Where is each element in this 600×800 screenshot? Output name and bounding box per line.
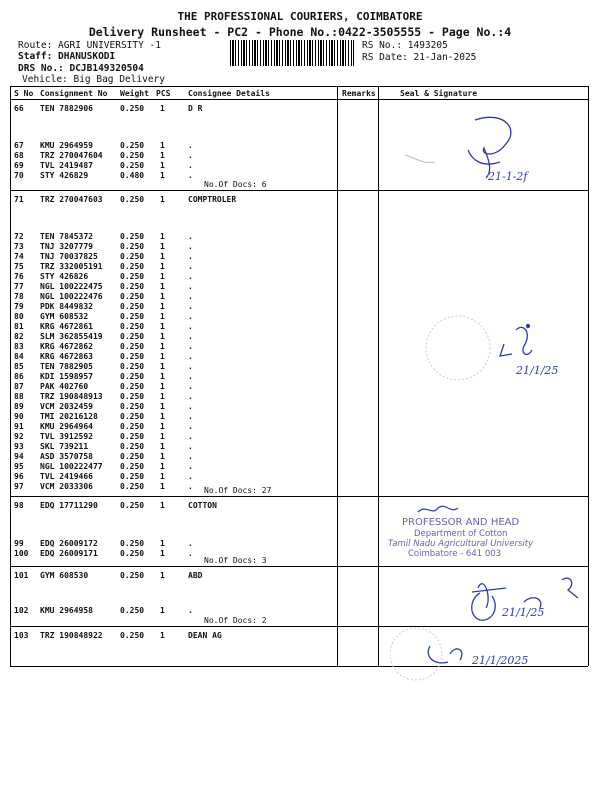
group-separator xyxy=(10,496,588,497)
stamp-line-1: PROFESSOR AND HEAD xyxy=(402,517,520,528)
cell-sno: 96 xyxy=(14,472,24,481)
cell-pcs: 1 xyxy=(160,195,165,204)
cell-pcs: 1 xyxy=(160,302,165,311)
cell-weight: 0.250 xyxy=(120,232,145,241)
cell-consignment: TVL 3912592 xyxy=(40,432,93,441)
cell-consignee: . xyxy=(188,292,193,301)
cell-weight: 0.250 xyxy=(120,442,145,451)
rs-number: RS No.: 1493205 xyxy=(362,40,448,51)
cell-sno: 82 xyxy=(14,332,24,341)
cell-weight: 0.250 xyxy=(120,539,145,548)
cell-weight: 0.480 xyxy=(120,171,145,180)
doc-count-4: No.Of Docs: 2 xyxy=(204,616,267,625)
cell-consignment: TNJ 70037825 xyxy=(40,252,98,261)
cell-consignment: PAK 402760 xyxy=(40,382,89,391)
col-sno: S No xyxy=(14,89,34,98)
signature-date-2: 21/1/25 xyxy=(516,364,559,377)
route-label: Route: AGRI UNIVERSITY -1 xyxy=(18,40,161,51)
cell-consignee: DEAN AG xyxy=(188,631,222,640)
cell-consignment: TNJ 3207779 xyxy=(40,242,93,251)
cell-weight: 0.250 xyxy=(120,161,145,170)
table-row xyxy=(0,392,600,402)
seal-stamp xyxy=(378,498,578,568)
cell-consignment: PDK 8449832 xyxy=(40,302,93,311)
cell-pcs: 1 xyxy=(160,462,165,471)
col-weight: Weight xyxy=(120,89,149,98)
cell-weight: 0.250 xyxy=(120,312,145,321)
cell-sno: 66 xyxy=(14,104,24,113)
cell-consignee: . xyxy=(188,262,193,271)
cell-consignee: . xyxy=(188,141,193,150)
cell-consignment: TRZ 270047604 xyxy=(40,151,103,160)
cell-consignment: TRZ 190848913 xyxy=(40,392,103,401)
cell-consignee: . xyxy=(188,161,193,170)
cell-consignment: GYM 608532 xyxy=(40,312,89,321)
cell-sno: 69 xyxy=(14,161,24,170)
cell-weight: 0.250 xyxy=(120,422,145,431)
cell-consignment: TEN 7882905 xyxy=(40,362,93,371)
col-remarks: Remarks xyxy=(342,89,376,98)
cell-pcs: 1 xyxy=(160,539,165,548)
table-row xyxy=(0,432,600,442)
cell-consignment: STY 426826 xyxy=(40,272,89,281)
col-consignment: Consignment No xyxy=(40,89,108,98)
cell-sno: 67 xyxy=(14,141,24,150)
signature-group-2 xyxy=(420,310,570,390)
cell-weight: 0.250 xyxy=(120,322,145,331)
cell-consignment: VCM 2032459 xyxy=(40,402,93,411)
cell-weight: 0.250 xyxy=(120,462,145,471)
table-top-border xyxy=(10,86,588,87)
cell-pcs: 1 xyxy=(160,312,165,321)
cell-pcs: 1 xyxy=(160,232,165,241)
cell-consignment: TEN 7882906 xyxy=(40,104,93,113)
cell-sno: 88 xyxy=(14,392,24,401)
col-signature: Seal & Signature xyxy=(400,89,478,98)
cell-pcs: 1 xyxy=(160,352,165,361)
cell-consignee: D R xyxy=(188,104,203,113)
cell-pcs: 1 xyxy=(160,392,165,401)
cell-consignment: EDQ 26009171 xyxy=(40,549,98,558)
cell-weight: 0.250 xyxy=(120,432,145,441)
cell-pcs: 1 xyxy=(160,151,165,160)
cell-pcs: 1 xyxy=(160,292,165,301)
doc-count-3: No.Of Docs: 3 xyxy=(204,556,267,565)
table-row xyxy=(0,422,600,432)
cell-consignee: . xyxy=(188,362,193,371)
cell-pcs: 1 xyxy=(160,472,165,481)
cell-consignee: . xyxy=(188,302,193,311)
cell-weight: 0.250 xyxy=(120,372,145,381)
cell-pcs: 1 xyxy=(160,362,165,371)
cell-consignment: KDI 1598957 xyxy=(40,372,93,381)
cell-pcs: 1 xyxy=(160,432,165,441)
cell-consignee: . xyxy=(188,232,193,241)
cell-sno: 75 xyxy=(14,262,24,271)
cell-sno: 85 xyxy=(14,362,24,371)
signature-date-4: 21/1/25 xyxy=(502,606,545,619)
cell-consignee: ABD xyxy=(188,571,203,580)
cell-weight: 0.250 xyxy=(120,452,145,461)
cell-consignee: . xyxy=(188,472,193,481)
cell-sno: 87 xyxy=(14,382,24,391)
col-consignee: Consignee Details xyxy=(188,89,270,98)
cell-pcs: 1 xyxy=(160,342,165,351)
table-row xyxy=(0,442,600,452)
cell-consignment: NGL 100222475 xyxy=(40,282,103,291)
cell-sno: 68 xyxy=(14,151,24,160)
cell-consignee: . xyxy=(188,171,193,180)
cell-weight: 0.250 xyxy=(120,571,145,580)
cell-pcs: 1 xyxy=(160,104,165,113)
cell-weight: 0.250 xyxy=(120,262,145,271)
cell-consignee: . xyxy=(188,372,193,381)
runsheet-title: Delivery Runsheet - PC2 - Phone No.:0422-3505555 - Page No.:4 xyxy=(88,25,512,39)
signature-date-5: 21/1/2025 xyxy=(472,654,529,667)
cell-weight: 0.250 xyxy=(120,362,145,371)
cell-sno: 89 xyxy=(14,402,24,411)
cell-pcs: 1 xyxy=(160,262,165,271)
table-row xyxy=(0,195,600,205)
cell-consignment: KMU 2964964 xyxy=(40,422,93,431)
table-row xyxy=(0,412,600,422)
cell-consignment: TMI 20216128 xyxy=(40,412,98,421)
cell-consignment: SLM 362855419 xyxy=(40,332,103,341)
cell-weight: 0.250 xyxy=(120,282,145,291)
cell-weight: 0.250 xyxy=(120,631,145,640)
cell-consignment: STY 426829 xyxy=(40,171,89,180)
cell-pcs: 1 xyxy=(160,161,165,170)
cell-pcs: 1 xyxy=(160,372,165,381)
cell-consignment: TRZ 332005191 xyxy=(40,262,103,271)
cell-consignee: . xyxy=(188,242,193,251)
vehicle-label: Vehicle: Big Bag Delivery xyxy=(22,74,165,85)
table-row xyxy=(0,452,600,462)
cell-sno: 80 xyxy=(14,312,24,321)
cell-consignment: KMU 2964958 xyxy=(40,606,93,615)
cell-consignment: KRG 4672862 xyxy=(40,342,93,351)
cell-sno: 102 xyxy=(14,606,29,615)
cell-consignee: . xyxy=(188,412,193,421)
cell-consignee: . xyxy=(188,282,193,291)
cell-consignment: EDQ 26009172 xyxy=(40,539,98,548)
cell-consignee: . xyxy=(188,402,193,411)
cell-consignee: COTTON xyxy=(188,501,217,510)
cell-weight: 0.250 xyxy=(120,104,145,113)
cell-consignment: KRG 4672861 xyxy=(40,322,93,331)
staff-label: Staff: DHANUSKODI xyxy=(18,51,116,62)
company-title: THE PROFESSIONAL COURIERS, COIMBATORE xyxy=(177,10,423,23)
cell-sno: 91 xyxy=(14,422,24,431)
cell-sno: 73 xyxy=(14,242,24,251)
cell-pcs: 1 xyxy=(160,252,165,261)
cell-pcs: 1 xyxy=(160,171,165,180)
table-row xyxy=(0,472,600,482)
cell-consignee: . xyxy=(188,482,193,491)
cell-weight: 0.250 xyxy=(120,501,145,510)
cell-consignee: . xyxy=(188,539,193,548)
cell-sno: 86 xyxy=(14,372,24,381)
cell-consignee: . xyxy=(188,382,193,391)
table-row xyxy=(0,232,600,242)
cell-consignment: EDQ 17711290 xyxy=(40,501,98,510)
cell-weight: 0.250 xyxy=(120,352,145,361)
cell-sno: 76 xyxy=(14,272,24,281)
doc-count-2: No.Of Docs: 27 xyxy=(204,486,272,495)
cell-consignee: . xyxy=(188,312,193,321)
cell-sno: 93 xyxy=(14,442,24,451)
cell-sno: 95 xyxy=(14,462,24,471)
cell-consignee: . xyxy=(188,332,193,341)
stamp-line-3: Tamil Nadu Agricultural University xyxy=(388,539,534,549)
cell-pcs: 1 xyxy=(160,412,165,421)
cell-consignee: . xyxy=(188,432,193,441)
drs-label: DRS No.: DCJB149320504 xyxy=(18,63,144,74)
cell-sno: 74 xyxy=(14,252,24,261)
cell-weight: 0.250 xyxy=(120,482,145,491)
table-row xyxy=(0,402,600,412)
cell-sno: 83 xyxy=(14,342,24,351)
table-row xyxy=(0,282,600,292)
cell-consignee: . xyxy=(188,352,193,361)
cell-weight: 0.250 xyxy=(120,332,145,341)
signature-group-1 xyxy=(380,100,580,190)
cell-consignment: TRZ 190848922 xyxy=(40,631,103,640)
cell-weight: 0.250 xyxy=(120,272,145,281)
cell-consignment: VCM 2033306 xyxy=(40,482,93,491)
cell-consignment: KMU 2964959 xyxy=(40,141,93,150)
table-row xyxy=(0,462,600,472)
cell-consignment: TRZ 270047603 xyxy=(40,195,103,204)
cell-pcs: 1 xyxy=(160,322,165,331)
table-row xyxy=(0,272,600,282)
cell-consignee: . xyxy=(188,272,193,281)
cell-consignment: SKL 739211 xyxy=(40,442,89,451)
col-pcs: PCS xyxy=(156,89,171,98)
signature-group-5 xyxy=(390,626,580,686)
cell-consignee: . xyxy=(188,549,193,558)
table-row xyxy=(0,292,600,302)
cell-sno: 98 xyxy=(14,501,24,510)
cell-pcs: 1 xyxy=(160,571,165,580)
cell-weight: 0.250 xyxy=(120,342,145,351)
cell-sno: 84 xyxy=(14,352,24,361)
table-row xyxy=(0,252,600,262)
cell-weight: 0.250 xyxy=(120,412,145,421)
cell-sno: 78 xyxy=(14,292,24,301)
cell-consignee: . xyxy=(188,322,193,331)
cell-weight: 0.250 xyxy=(120,392,145,401)
cell-pcs: 1 xyxy=(160,382,165,391)
cell-weight: 0.250 xyxy=(120,242,145,251)
cell-sno: 97 xyxy=(14,482,24,491)
cell-consignment: TVL 2419487 xyxy=(40,161,93,170)
cell-pcs: 1 xyxy=(160,452,165,461)
cell-sno: 92 xyxy=(14,432,24,441)
cell-pcs: 1 xyxy=(160,482,165,491)
cell-pcs: 1 xyxy=(160,242,165,251)
cell-consignment: KRG 4672863 xyxy=(40,352,93,361)
table-row xyxy=(0,242,600,252)
cell-pcs: 1 xyxy=(160,402,165,411)
cell-sno: 101 xyxy=(14,571,29,580)
cell-sno: 79 xyxy=(14,302,24,311)
cell-sno: 103 xyxy=(14,631,29,640)
cell-pcs: 1 xyxy=(160,442,165,451)
table-row xyxy=(0,262,600,272)
cell-consignee: . xyxy=(188,462,193,471)
cell-consignment: NGL 100222477 xyxy=(40,462,103,471)
cell-pcs: 1 xyxy=(160,422,165,431)
cell-sno: 77 xyxy=(14,282,24,291)
cell-consignment: ASD 3570758 xyxy=(40,452,93,461)
stamp-line-4: Coimbatore - 641 003 xyxy=(408,549,502,559)
cell-weight: 0.250 xyxy=(120,402,145,411)
cell-sno: 90 xyxy=(14,412,24,421)
cell-sno: 71 xyxy=(14,195,24,204)
cell-sno: 99 xyxy=(14,539,24,548)
rs-date: RS Date: 21-Jan-2025 xyxy=(362,52,477,63)
cell-weight: 0.250 xyxy=(120,292,145,301)
cell-consignee: . xyxy=(188,151,193,160)
cell-consignee: . xyxy=(188,252,193,261)
cell-consignee: . xyxy=(188,606,193,615)
cell-consignment: GYM 608530 xyxy=(40,571,89,580)
cell-consignee: . xyxy=(188,422,193,431)
table-row xyxy=(0,482,600,492)
cell-pcs: 1 xyxy=(160,549,165,558)
cell-weight: 0.250 xyxy=(120,195,145,204)
cell-pcs: 1 xyxy=(160,282,165,291)
cell-sno: 100 xyxy=(14,549,29,558)
barcode xyxy=(230,40,354,66)
cell-sno: 94 xyxy=(14,452,24,461)
cell-weight: 0.250 xyxy=(120,606,145,615)
cell-sno: 72 xyxy=(14,232,24,241)
group-separator xyxy=(10,190,588,191)
cell-weight: 0.250 xyxy=(120,151,145,160)
cell-weight: 0.250 xyxy=(120,302,145,311)
cell-consignee: . xyxy=(188,342,193,351)
cell-weight: 0.250 xyxy=(120,382,145,391)
cell-consignee: . xyxy=(188,392,193,401)
doc-count-1: No.Of Docs: 6 xyxy=(204,180,267,189)
cell-consignment: TEN 7845372 xyxy=(40,232,93,241)
cell-weight: 0.250 xyxy=(120,472,145,481)
cell-sno: 81 xyxy=(14,322,24,331)
cell-consignee: . xyxy=(188,452,193,461)
cell-consignment: NGL 100222476 xyxy=(40,292,103,301)
cell-pcs: 1 xyxy=(160,631,165,640)
cell-weight: 0.250 xyxy=(120,141,145,150)
stamp-line-2: Department of Cotton xyxy=(414,529,508,539)
cell-consignee: COMPTROLER xyxy=(188,195,237,204)
cell-consignee: . xyxy=(188,442,193,451)
cell-consignment: TVL 2419466 xyxy=(40,472,93,481)
cell-pcs: 1 xyxy=(160,332,165,341)
cell-pcs: 1 xyxy=(160,501,165,510)
cell-weight: 0.250 xyxy=(120,549,145,558)
cell-sno: 70 xyxy=(14,171,24,180)
cell-pcs: 1 xyxy=(160,272,165,281)
signature-date-1: 21-1-2f xyxy=(488,170,528,183)
cell-pcs: 1 xyxy=(160,606,165,615)
signature-group-4 xyxy=(420,568,590,628)
cell-weight: 0.250 xyxy=(120,252,145,261)
cell-pcs: 1 xyxy=(160,141,165,150)
